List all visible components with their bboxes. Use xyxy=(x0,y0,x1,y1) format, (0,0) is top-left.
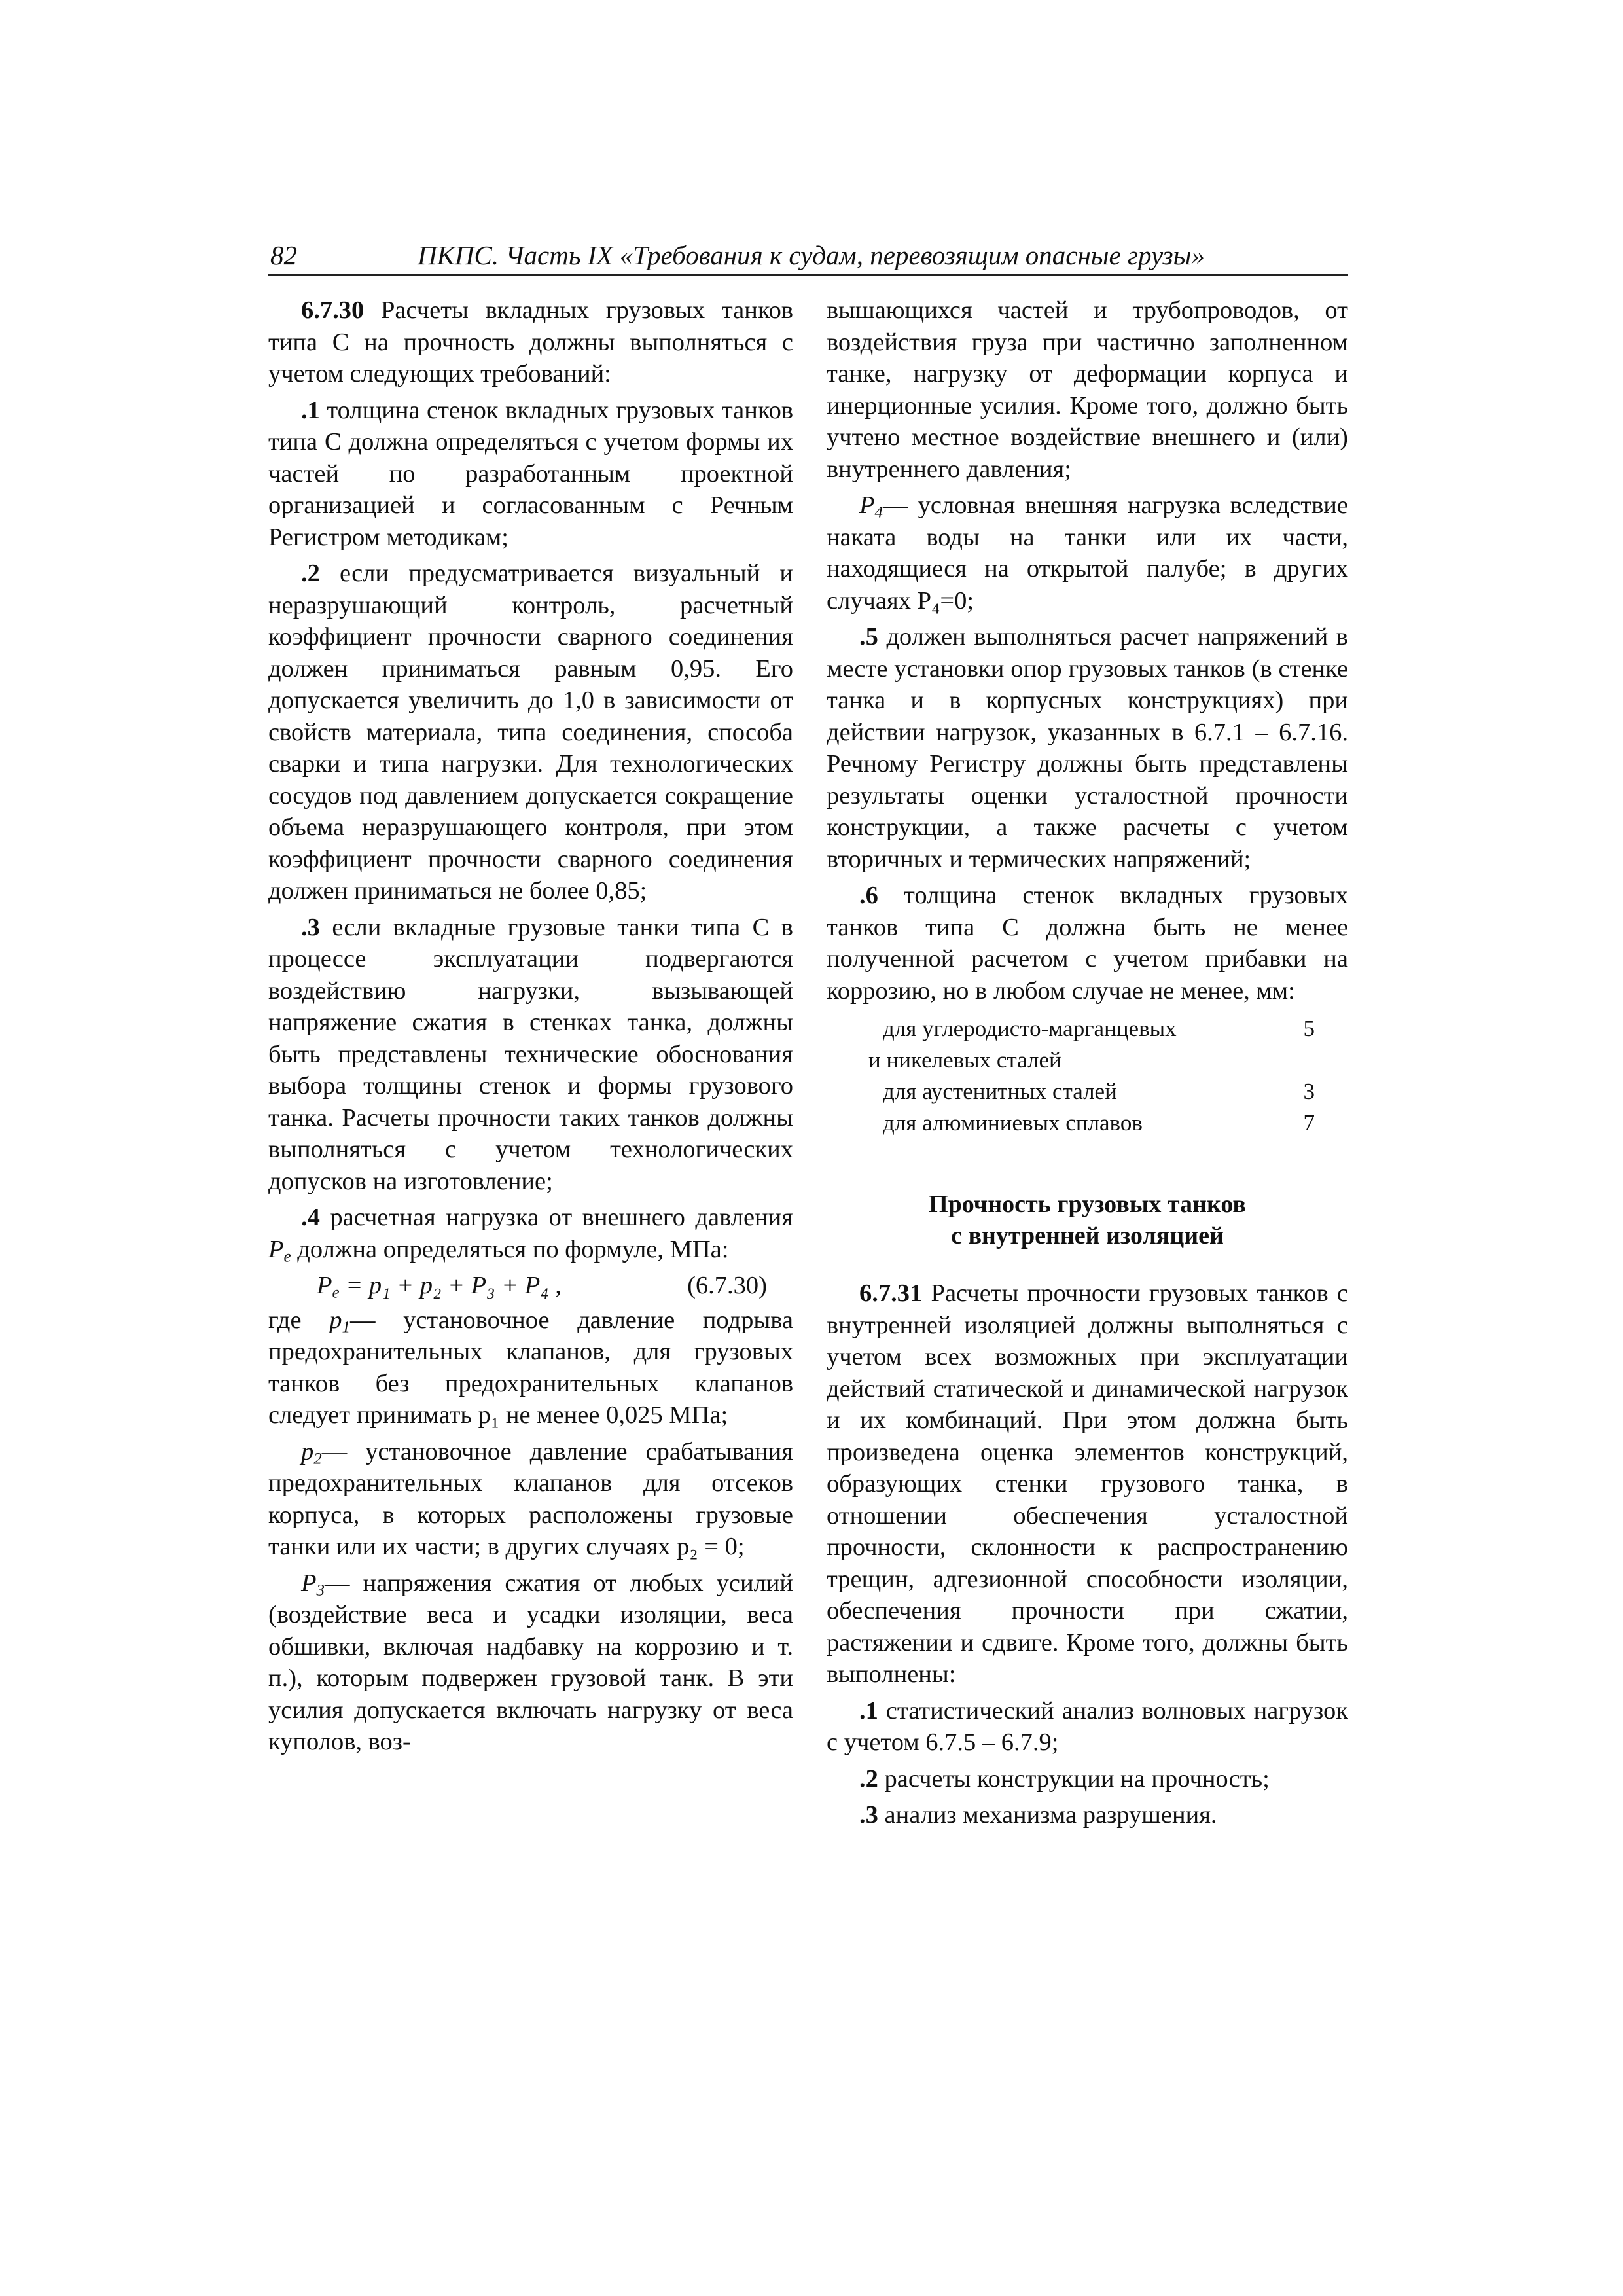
paragraph-6-7-30 xyxy=(268,295,793,390)
table-cell-material: для аустенитных сталей xyxy=(883,1079,1117,1104)
page-number: 82 xyxy=(270,240,297,270)
definition-lead: где xyxy=(268,1306,330,1334)
item-1 xyxy=(268,395,793,554)
subitem-3 xyxy=(827,1799,1348,1831)
formula-rhs: = p₁ + p₂ + P₃ + P₄ , xyxy=(339,1272,562,1299)
item-text: если вкладные грузовые танки типа С в процессе эксплуатации подвергаются воздействию нагрузки, вызывающей напряжение сжатия в стенках танка, должны быть представлены технические обоснования выбора толщины стенок и формы грузового танка. Расчеты прочности таких танков должны выполняться с учетом технологических допусков на изготовление; xyxy=(268,913,793,1195)
item-text: должен выполняться расчет напряжений в месте установки опор грузовых танков (в стенке танка и в корпусных конструкциях) при действии нагрузок, указанных в 6.7.1 – 6.7.16. Речному Регистру должны быть представлены результаты оценки усталостной прочности конструкции, а также расчеты с учетом вторичных и термических напряжений; xyxy=(827,623,1348,873)
running-title: ПКПС. Часть IX «Требования к судам, перевозящим опасные грузы» xyxy=(418,240,1205,270)
formula-number: (6.7.30) xyxy=(687,1272,767,1299)
item-number: .2 xyxy=(859,1765,878,1793)
variable: P xyxy=(268,1235,284,1263)
item-number: .1 xyxy=(859,1696,878,1725)
running-header xyxy=(268,237,1348,276)
variable-subscript: 2 xyxy=(313,1449,322,1467)
variable: P xyxy=(859,492,875,519)
variable-subscript: 4 xyxy=(874,503,883,522)
clause-number: 6.7.31 xyxy=(859,1280,923,1307)
paragraph-6-7-31 xyxy=(827,1278,1348,1691)
definition-p4 xyxy=(827,490,1348,617)
item-5 xyxy=(827,621,1348,875)
variable: p xyxy=(301,1437,314,1465)
variable: P xyxy=(301,1569,317,1597)
table-cell-material: для углеродисто-марганцевых xyxy=(883,1016,1177,1041)
variable-subscript: 3 xyxy=(316,1581,325,1599)
item-4 xyxy=(268,1202,793,1265)
subitem-2 xyxy=(827,1763,1348,1795)
item-text: расчетная нагрузка от внешнего давления xyxy=(319,1204,793,1231)
definition-p2 xyxy=(268,1436,793,1563)
variable-subscript: 1 xyxy=(342,1318,350,1336)
table-row-continuation xyxy=(827,1045,1348,1076)
definition-text: — условная внешняя нагрузка вследствие наката воды на танки или их части, находящиеся на открытой палубе; в других случаях P₄=0; xyxy=(827,492,1348,615)
left-column xyxy=(268,295,793,1763)
item-text: анализ механизма разрушения. xyxy=(878,1801,1217,1829)
right-column xyxy=(827,295,1348,1836)
item-number: .3 xyxy=(301,913,320,941)
variable-subscript: e xyxy=(283,1247,291,1265)
section-heading-line: Прочность грузовых танков xyxy=(929,1191,1246,1218)
table-cell-material: для алюминиевых сплавов xyxy=(883,1110,1143,1136)
clause-number: 6.7.30 xyxy=(301,296,365,324)
item-number: .4 xyxy=(301,1204,320,1231)
paragraph-text: Расчеты прочности грузовых танков с внутренней изоляцией должны выполняться с учетом всех возможных при эксплуатации действий статической и динамической нагрузок и их комбинаций. При этом должна быть произведена оценка элементов конструкций, образующих стенки грузового танка, в отношении обеспечения усталостной прочности, склонности к распространению трещин, адгезионной способности изоляции, обеспечения прочности при сжатии, растяжении и сдвиге. Кроме того, должны быть выполнены: xyxy=(827,1280,1348,1688)
definition-text: — напряжения сжатия от любых усилий (воздействие веса и усадки изоляции, веса обшивки, включая надбавку на коррозию и т. п.), которым подвержен грузовой танк. В эти усилия допускается включать нагрузку от веса куполов, воз- xyxy=(268,1569,793,1755)
formula-lhs: P xyxy=(317,1272,332,1299)
table-row xyxy=(827,1013,1348,1045)
item-number: .1 xyxy=(301,396,320,424)
thickness-table xyxy=(827,1013,1348,1139)
item-text: расчеты конструкции на прочность; xyxy=(878,1765,1270,1793)
item-number: .3 xyxy=(859,1801,878,1829)
section-heading-line: с внутренней изоляцией xyxy=(951,1222,1224,1249)
item-text: толщина стенок вкладных грузовых танков типа С должна определяться с учетом формы их частей по разработанным проектной организацией и согласованным с Речным Регистром методикам; xyxy=(268,396,793,551)
definition-text: — установочное давление срабатывания предохранительных клапанов для отсеков корпуса, в которых расположены грузовые танки или их части; в других случаях p₂ = 0; xyxy=(268,1437,793,1560)
definition-p1 xyxy=(268,1304,793,1431)
section-heading xyxy=(827,1189,1348,1251)
table-row xyxy=(827,1076,1348,1107)
definition-text: — установочное давление подрыва предохранительных клапанов, для грузовых танков без предохранительных клапанов следует принимать p₁ не менее 0,025 МПа; xyxy=(268,1306,793,1429)
table-cell-value: 5 xyxy=(1303,1016,1315,1041)
variable: p xyxy=(329,1306,342,1334)
item-text: статистический анализ волновых нагрузок с учетом 6.7.5 – 6.7.9; xyxy=(827,1696,1348,1756)
table-cell-value: 7 xyxy=(1303,1110,1315,1136)
item-3 xyxy=(268,912,793,1198)
continued-text xyxy=(827,295,1348,485)
table-cell-value: 3 xyxy=(1303,1079,1315,1104)
item-text: если предусматривается визуальный и неразрушающий контроль, расчетный коэффициент прочности сварного соединения должен приниматься равным 0,95. Его допускается увеличить до 1,0 в зависимости от свойств материала, типа соединения, способа сварки и типа нагрузки. Для технологических сосудов под давлением допускается сокращение объема неразрушающего контроля, при этом коэффициент прочности сварного соединения должен приниматься не более 0,85; xyxy=(268,560,793,905)
paragraph-text: Расчеты вкладных грузовых танков типа С на прочность должны выполняться с учетом следующих требований: xyxy=(268,296,793,387)
definition-p3 xyxy=(268,1568,793,1758)
item-2 xyxy=(268,558,793,907)
item-number: .5 xyxy=(859,623,878,651)
formula-6-7-30 xyxy=(268,1270,793,1302)
subitem-1 xyxy=(827,1695,1348,1759)
item-6 xyxy=(827,880,1348,1007)
item-text: должна определяться по формуле, МПа: xyxy=(291,1235,729,1263)
formula-expression xyxy=(317,1270,562,1302)
table-row xyxy=(827,1107,1348,1139)
item-number: .2 xyxy=(301,560,320,587)
formula-lhs-subscript: e xyxy=(332,1283,340,1302)
table-cell-material: и никелевых сталей xyxy=(868,1047,1061,1073)
item-text: толщина стенок вкладных грузовых танков типа С должна быть не менее полученной расчетом с учетом прибавки на коррозию, но в любом случае не менее, мм: xyxy=(827,882,1348,1005)
item-number: .6 xyxy=(859,882,878,909)
paragraph-text: вышающихся частей и трубопроводов, от воздействия груза при частично заполненном танке, нагрузку от деформации корпуса и инерционные усилия. Кроме того, должно быть учтено местное воздействие внешнего и (или) внутреннего давления; xyxy=(827,296,1348,483)
